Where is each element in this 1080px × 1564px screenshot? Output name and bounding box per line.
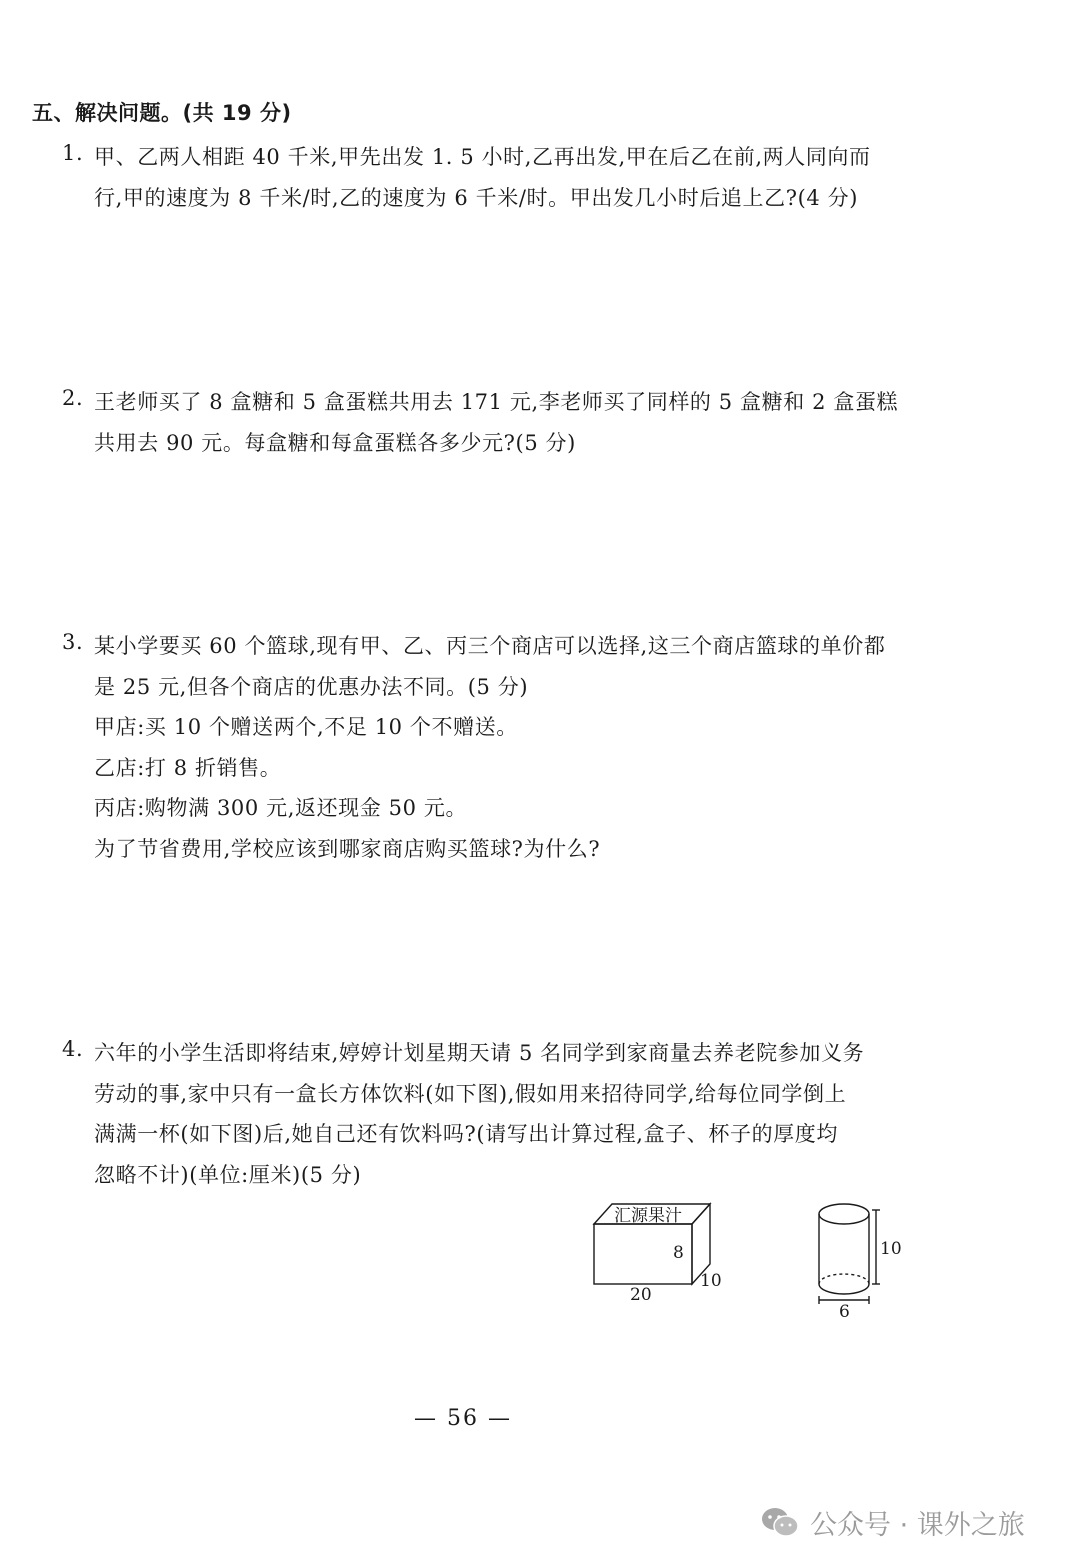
question-3-line-2: 是 25 元,但各个商店的优惠办法不同。(5 分) (94, 675, 529, 699)
question-1-line-1: 甲、乙两人相距 40 千米,甲先出发 1. 5 小时,乙再出发,甲在后乙在前,两人同向而 (94, 145, 871, 169)
question-3-line-4: 乙店:打 8 折销售。 (94, 756, 282, 780)
figures-svg (588, 1196, 918, 1326)
wechat-icon (760, 1505, 800, 1539)
question-4-line-1: 六年的小学生活即将结束,婷婷计划星期天请 5 名同学到家商量去养老院参加义务 (94, 1041, 865, 1065)
question-3-line-3: 甲店:买 10 个赠送两个,不足 10 个不赠送。 (94, 715, 518, 739)
cup-top-ellipse (819, 1204, 869, 1224)
page-number: — 56 — (414, 1406, 512, 1431)
question-3-number: 3. (62, 630, 84, 654)
cup-height-label: 10 (880, 1239, 902, 1259)
question-1-number: 1. (62, 141, 84, 165)
watermark-text: 公众号 · 课外之旅 (810, 1509, 1025, 1541)
question-4-line-2: 劳动的事,家中只有一盒长方体饮料(如下图),假如用来招待同学,给每位同学倒上 (94, 1082, 847, 1106)
question-3-line-5: 丙店:购物满 300 元,返还现金 50 元。 (94, 796, 468, 820)
box-width-label: 10 (700, 1271, 722, 1291)
box-height-label: 8 (673, 1243, 684, 1263)
question-3-line-1: 某小学要买 60 个篮球,现有甲、乙、丙三个商店可以选择,这三个商店篮球的单价都 (94, 634, 886, 658)
box-length-label: 20 (630, 1285, 652, 1305)
box-label: 汇源果汁 (614, 1206, 682, 1226)
question-4-figures (588, 1196, 918, 1326)
question-1-line-2: 行,甲的速度为 8 千米/时,乙的速度为 6 千米/时。甲出发几小时后追上乙?(4 分) (94, 186, 859, 210)
question-2-number: 2. (62, 386, 84, 410)
watermark (760, 1500, 1025, 1544)
cup-bottom-back (819, 1274, 869, 1284)
question-2-line-1: 王老师买了 8 盒糖和 5 盒蛋糕共用去 171 元,李老师买了同样的 5 盒糖和 2 盒蛋糕 (94, 390, 899, 414)
cup-diagram (819, 1204, 880, 1304)
question-4-line-3: 满满一杯(如下图)后,她自己还有饮料吗?(请写出计算过程,盒子、杯子的厚度均 (94, 1122, 838, 1146)
section-title: 五、解决问题。(共 19 分) (32, 101, 292, 125)
question-2-line-2: 共用去 90 元。每盒糖和每盒蛋糕各多少元?(5 分) (94, 431, 576, 455)
cup-bottom-front (819, 1284, 869, 1294)
question-3-line-6: 为了节省费用,学校应该到哪家商店购买篮球?为什么? (94, 837, 601, 861)
cup-diameter-label: 6 (839, 1302, 850, 1322)
question-4-line-4: 忽略不计)(单位:厘米)(5 分) (94, 1163, 362, 1187)
question-4-number: 4. (62, 1037, 84, 1061)
